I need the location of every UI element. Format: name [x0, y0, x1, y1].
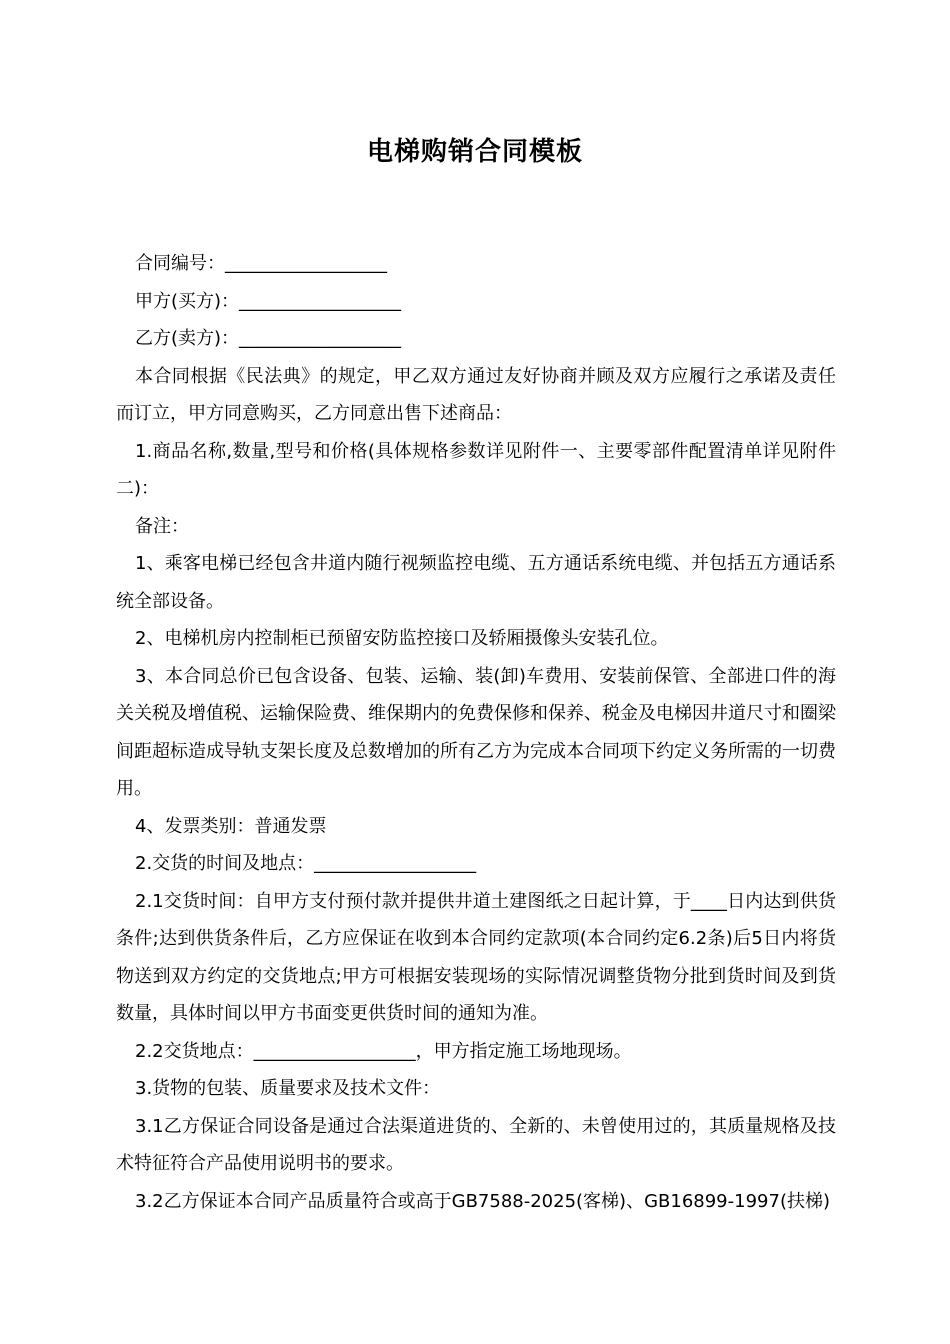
clause-1-heading: 1.商品名称,数量,型号和价格(具体规格参数详见附件一、主要零部件配置清单详见附件二)： [116, 440, 836, 499]
preamble-paragraph: 本合同根据《民法典》的规定，甲乙双方通过友好协商并顾及双方应履行之承诺及责任而订立，甲方同意购买，乙方同意出售下述商品： [116, 365, 836, 424]
remark-4: 4、发票类别：普通发票 [135, 815, 327, 837]
clause-2-1: 2.1交货时间：自甲方支付预付款并提供井道土建图纸之日起计算，于____日内达到供货条件;达到供货条件后，乙方应保证在收到本合同约定款项(本合同约定6.2条)后5日内将货物送到双方约定的交货地点;甲方可根据安装现场的实际情况调整货物分批到货时间及到货数量，具体时间以甲方书面变更供货时间的通知为准。 [116, 890, 836, 1024]
contract-number-line: 合同编号：__________________ [135, 253, 387, 274]
party-b-line: 乙方(卖方)：__________________ [135, 328, 402, 349]
remark-2: 2、电梯机房内控制柜已预留安防监控接口及轿厢摄像头安装孔位。 [135, 628, 669, 649]
document-title: 电梯购销合同模板 [366, 137, 583, 167]
clause-2-2: 2.2交货地点：__________________，甲方指定施工场地现场。 [135, 1040, 632, 1062]
party-a-line: 甲方(买方)：__________________ [135, 290, 402, 312]
clause-3-2: 3.2乙方保证本合同产品质量符合或高于GB7588-2025(客梯)、GB16899-1997(扶梯) [135, 1190, 830, 1212]
clause-2-heading: 2.交货的时间及地点：__________________ [135, 853, 477, 874]
clause-3-heading: 3.货物的包装、质量要求及技术文件： [135, 1078, 441, 1099]
remark-3: 3、本合同总价已包含设备、包装、运输、装(卸)车费用、安装前保管、全部进口件的海关关税及增值税、运输保险费、维保期内的免费保修和保养、税金及电梯因井道尺寸和圈梁间距超标造成导轨支架长度及总数增加的所有乙方为完成本合同项下约定义务所需的一切费用。 [116, 665, 836, 799]
clause-3-1: 3.1乙方保证合同设备是通过合法渠道进货的、全新的、未曾使用过的，其质量规格及技术特征符合产品使用说明书的要求。 [116, 1115, 836, 1174]
remark-1: 1、乘客电梯已经包含井道内随行视频监控电缆、五方通话系统电缆、并包括五方通话系统全部设备。 [116, 553, 836, 612]
remarks-heading: 备注： [135, 515, 189, 537]
document-body [116, 245, 836, 1220]
